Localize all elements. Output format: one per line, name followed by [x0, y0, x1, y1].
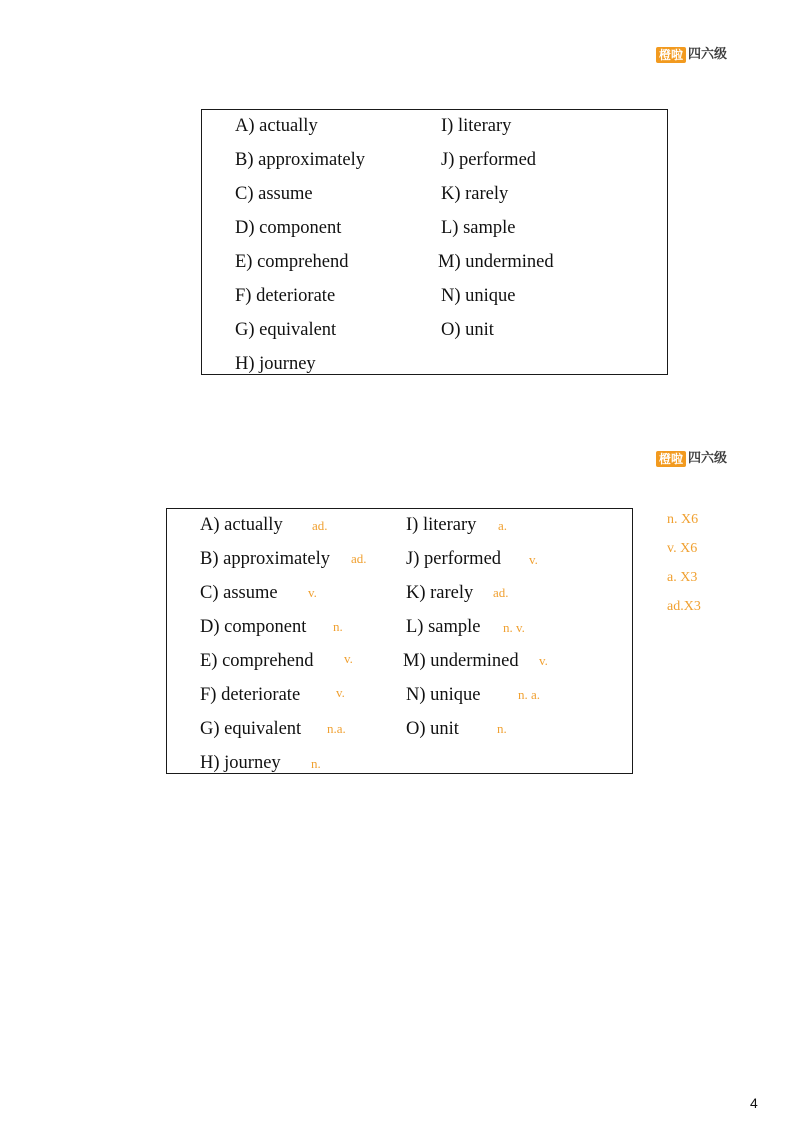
pos-tag: n. a. — [518, 687, 541, 702]
brand-text: 四六级 — [688, 47, 728, 62]
option-j: J) performed — [441, 150, 537, 170]
pos-count-summary — [667, 505, 737, 621]
option-b: B) approximately — [235, 150, 365, 170]
option-o: O) unit — [406, 719, 459, 739]
option-a: A) actually — [200, 515, 283, 535]
pos-tag: a. — [498, 518, 508, 533]
option-o: O) unit — [441, 320, 494, 340]
option-m: M) undermined — [403, 651, 519, 671]
pos-tag: n.a. — [327, 721, 346, 736]
option-h: H) journey — [200, 753, 281, 773]
option-e: E) comprehend — [200, 651, 314, 671]
pos-tag: v. — [529, 552, 538, 567]
option-n: N) unique — [406, 685, 481, 705]
pos-tag: v. — [344, 651, 353, 666]
brand-text: 四六级 — [688, 451, 728, 466]
option-f: F) deteriorate — [200, 685, 301, 705]
option-d: D) component — [200, 617, 307, 637]
option-l: L) sample — [406, 617, 481, 637]
option-i: I) literary — [441, 116, 512, 136]
pos-tag: n. — [497, 721, 507, 736]
brand-logo — [656, 451, 727, 467]
option-l: L) sample — [441, 218, 516, 238]
option-c: C) assume — [200, 583, 278, 603]
pos-tag: n. v. — [503, 620, 525, 635]
option-g: G) equivalent — [235, 320, 337, 340]
pos-tag: v. — [308, 585, 317, 600]
option-m: M) undermined — [438, 252, 554, 272]
pos-tag: v. — [539, 653, 548, 668]
pos-tag: n. — [311, 756, 321, 771]
summary-noun-count: n. X6 — [667, 512, 699, 527]
option-g: G) equivalent — [200, 719, 302, 739]
pos-tag: ad. — [312, 518, 328, 533]
option-k: K) rarely — [406, 583, 474, 603]
option-b: B) approximately — [200, 549, 330, 569]
option-e: E) comprehend — [235, 252, 349, 272]
brand-badge: 橙啦 — [656, 47, 686, 63]
pos-tag: v. — [336, 685, 345, 700]
option-a: A) actually — [235, 116, 318, 136]
option-c: C) assume — [235, 184, 313, 204]
brand-badge: 橙啦 — [656, 451, 686, 467]
option-i: I) literary — [406, 515, 477, 535]
option-d: D) component — [235, 218, 342, 238]
word-bank-box — [201, 109, 668, 375]
annotated-word-bank-box — [166, 508, 633, 774]
page-number: 4 — [750, 1095, 758, 1111]
option-k: K) rarely — [441, 184, 509, 204]
summary-verb-count: v. X6 — [667, 541, 698, 556]
brand-logo — [656, 47, 727, 63]
option-j: J) performed — [406, 549, 502, 569]
pos-tag: n. — [333, 619, 343, 634]
pos-tag: ad. — [351, 551, 367, 566]
summary-adjective-count: a. X3 — [667, 570, 698, 585]
option-h: H) journey — [235, 354, 316, 374]
option-n: N) unique — [441, 286, 516, 306]
option-f: F) deteriorate — [235, 286, 336, 306]
summary-adverb-count: ad.X3 — [667, 599, 701, 614]
pos-tag: ad. — [493, 585, 509, 600]
